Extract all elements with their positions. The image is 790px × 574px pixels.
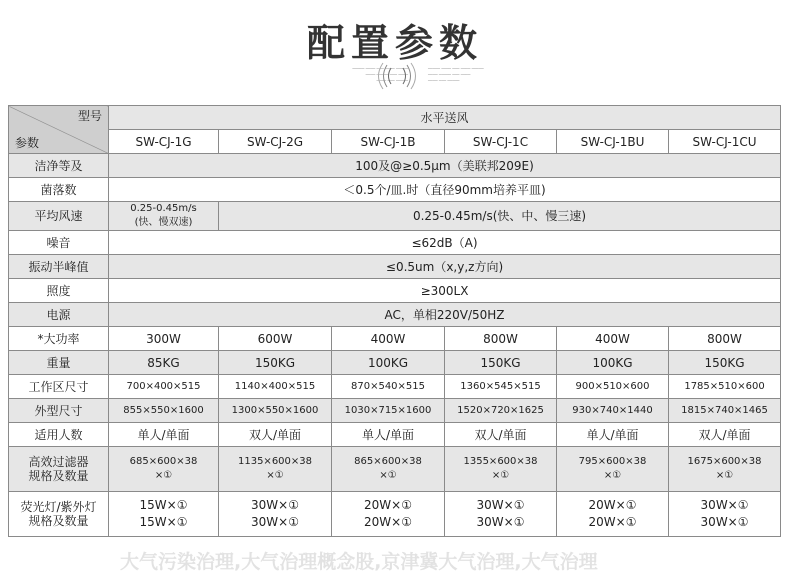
lamp-uv: 20W×①: [588, 515, 637, 529]
filter-size: 865×600×38: [354, 456, 422, 467]
table-cell: 800W: [445, 327, 557, 351]
outer-size-row: [9, 399, 781, 423]
table-cell: 1300×550×1600: [219, 399, 332, 423]
spec-table: [8, 105, 781, 537]
filter-size: 1135×600×38: [237, 456, 313, 467]
table-cell: 150KG: [445, 351, 557, 375]
watermark-text: 大气污染治理,大气治理概念股,京津冀大气治理,大气治理: [120, 551, 598, 573]
airspeed-first-value: 0.25-0.45m/s: [130, 203, 197, 214]
header-row: [9, 106, 781, 130]
vibration-row: [9, 255, 781, 279]
lamp-uv: 30W×①: [476, 515, 525, 529]
colonies-row: [9, 178, 781, 202]
row-label: [9, 492, 109, 537]
airspeed-value: 0.25-0.45m/s(快、中、慢三速): [219, 202, 781, 231]
model-header: SW-CJ-1B: [332, 130, 445, 154]
table-cell: 1520×720×1625: [445, 399, 557, 423]
table-cell: [109, 447, 219, 492]
filter-label-line1: 高效过滤器: [28, 455, 89, 469]
decorative-caption-right: ───── ──── ─── ──── ───── ──── ───── ─── ──── ──── ─── ─────: [428, 66, 484, 83]
lamp-fluorescent: 30W×①: [700, 498, 749, 512]
lamp-fluorescent: 20W×①: [364, 498, 412, 512]
corner-param-label: 参数: [15, 136, 40, 150]
table-cell: 600W: [219, 327, 332, 351]
noise-row: [9, 231, 781, 255]
table-cell: 双人/单面: [219, 423, 332, 447]
cleanliness-row: [9, 154, 781, 178]
lamps-label-line2: 规格及数量: [28, 514, 89, 528]
table-cell: [332, 447, 445, 492]
vibration-value: ≤0.5um（x,y,z方向): [109, 255, 781, 279]
table-cell: [557, 492, 669, 537]
table-cell: 双人/单面: [669, 423, 781, 447]
cleanliness-value: 100及@≥0.5μm（美联邦209E): [109, 154, 781, 178]
table-cell: [445, 492, 557, 537]
row-label: [9, 447, 109, 492]
airspeed-row: [9, 202, 781, 231]
sound-wave-icon: [372, 62, 422, 90]
model-header: SW-CJ-1CU: [669, 130, 781, 154]
filter-size: 685×600×38: [129, 456, 198, 467]
row-label: 电源: [9, 303, 109, 327]
model-header: SW-CJ-1BU: [557, 130, 669, 154]
illuminance-value: ≥300LX: [109, 279, 781, 303]
table-cell: 100KG: [557, 351, 669, 375]
table-cell: 单人/单面: [557, 423, 669, 447]
table-cell: 1785×510×600: [669, 375, 781, 399]
max-power-row: [9, 327, 781, 351]
table-cell: [557, 447, 669, 492]
table-cell: [332, 492, 445, 537]
lamp-uv: 15W×①: [139, 515, 188, 529]
row-label: 平均风速: [9, 202, 109, 231]
filter-size: 795×600×38: [578, 456, 647, 467]
work-size-row: [9, 375, 781, 399]
table-cell: 85KG: [109, 351, 219, 375]
lamp-uv: 30W×①: [700, 515, 749, 529]
table-cell: [109, 492, 219, 537]
filter-size: 1675×600×38: [687, 456, 762, 467]
lamp-fluorescent: 30W×①: [476, 498, 525, 512]
table-cell: 870×540×515: [332, 375, 445, 399]
lamps-label-line1: 荧光灯/紫外灯: [20, 500, 97, 514]
table-cell: 1360×545×515: [445, 375, 557, 399]
colonies-value: ＜0.5个/皿.时（直径90mm培养平皿): [109, 178, 781, 202]
group-header: 水平送风: [109, 106, 781, 130]
table-cell: 855×550×1600: [109, 399, 219, 423]
filter-qty: ×①: [379, 470, 397, 481]
model-header: SW-CJ-1C: [445, 130, 557, 154]
corner-model-label: 型号: [77, 109, 102, 123]
table-cell: 150KG: [669, 351, 781, 375]
power-supply-value: AC，单相220V/50HZ: [109, 303, 781, 327]
lamp-uv: 20W×①: [364, 515, 412, 529]
airspeed-first-note: (快、慢双速): [134, 217, 193, 228]
row-label: 振动半峰值: [9, 255, 109, 279]
table-cell: [445, 447, 557, 492]
table-cell: 1815×740×1465: [669, 399, 781, 423]
users-row: [9, 423, 781, 447]
table-cell: 400W: [557, 327, 669, 351]
table-cell: 单人/单面: [332, 423, 445, 447]
noise-value: ≤62dB（A): [109, 231, 781, 255]
table-cell: 单人/单面: [109, 423, 219, 447]
lamps-row: [9, 492, 781, 537]
filter-label-line2: 规格及数量: [28, 469, 89, 483]
row-label: 适用人数: [9, 423, 109, 447]
weight-row: [9, 351, 781, 375]
row-label: 外型尺寸: [9, 399, 109, 423]
table-cell: 700×400×515: [109, 375, 219, 399]
page-title: 配置参数: [306, 21, 483, 65]
filter-qty: ×①: [603, 470, 622, 481]
table-cell: [219, 492, 332, 537]
row-label: 菌落数: [9, 178, 109, 202]
power-supply-row: [9, 303, 781, 327]
lamp-fluorescent: 15W×①: [139, 498, 188, 512]
table-cell: 1030×715×1600: [332, 399, 445, 423]
illuminance-row: [9, 279, 781, 303]
lamp-fluorescent: 20W×①: [588, 498, 637, 512]
table-cell: 双人/单面: [445, 423, 557, 447]
filter-qty: ×①: [715, 470, 734, 481]
table-cell: [219, 447, 332, 492]
filter-row: [9, 447, 781, 492]
row-label: 照度: [9, 279, 109, 303]
row-label: 洁净等及: [9, 154, 109, 178]
table-cell: 930×740×1440: [557, 399, 669, 423]
table-cell: 400W: [332, 327, 445, 351]
lamp-fluorescent: 30W×①: [251, 498, 299, 512]
table-cell: 150KG: [219, 351, 332, 375]
model-header: SW-CJ-1G: [109, 130, 219, 154]
table-cell: 1140×400×515: [219, 375, 332, 399]
table-cell: 100KG: [332, 351, 445, 375]
corner-header-cell: [9, 106, 109, 154]
table-cell: 800W: [669, 327, 781, 351]
table-cell: 900×510×600: [557, 375, 669, 399]
lamp-uv: 30W×①: [251, 515, 299, 529]
row-label: 噪音: [9, 231, 109, 255]
row-label: *大功率: [9, 327, 109, 351]
model-header: SW-CJ-2G: [219, 130, 332, 154]
filter-qty: ×①: [266, 470, 284, 481]
table-cell: 300W: [109, 327, 219, 351]
airspeed-first-cell: [109, 202, 219, 231]
table-cell: [669, 447, 781, 492]
filter-qty: ×①: [491, 470, 510, 481]
row-label: 工作区尺寸: [9, 375, 109, 399]
table-cell: [669, 492, 781, 537]
filter-qty: ×①: [154, 470, 173, 481]
filter-size: 1355×600×38: [463, 456, 538, 467]
row-label: 重量: [9, 351, 109, 375]
model-row: [9, 130, 781, 154]
decorative-caption-left: ───── ──── ─── ──── ───── ──── ───── ─── ──── ──── ─── ─────: [352, 66, 408, 83]
